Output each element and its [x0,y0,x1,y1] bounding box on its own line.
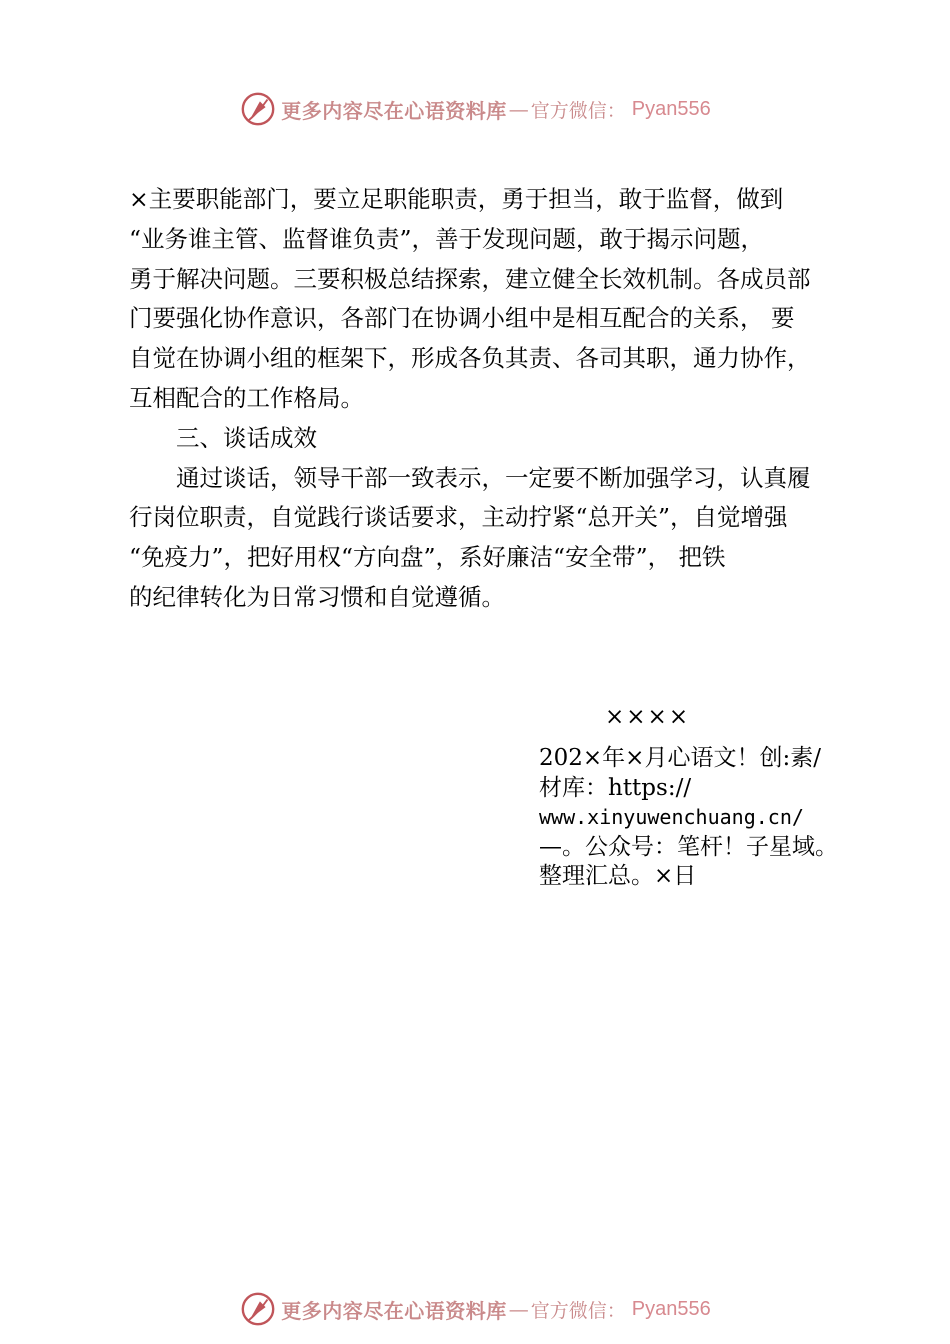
pen-nib-logo-icon [239,90,277,128]
banner-wechat-id: Pyan556 [631,97,711,120]
signature-date-line: 202×年×月心语文！创:素/ [539,745,821,771]
signature-date-line: —。公众号：笔杆！子星域。 [539,833,838,860]
signature-name: ×××× [605,704,691,730]
body-line: 勇于解决问题。三要积极总结探索，建立健全长效机制。各成员部 [129,264,811,293]
signature-url-line: www.xinyuwenchuang.cn/ [539,805,804,829]
signature-date-line: 材库：https:// [539,774,692,801]
section-heading: 三、谈话成效 [129,423,317,452]
body-line: “业务谁主管、监督谁负责”，善于发现问题，敢于揭示问题， [129,224,765,253]
banner-dash: — [508,1297,529,1321]
banner-dash: — [508,97,529,121]
banner-main-text: 更多内容尽在心语资料库 [281,98,507,123]
banner-wechat-id: Pyan556 [631,1297,711,1320]
banner-official-text: 官方微信： [530,1299,626,1322]
banner-main-text: 更多内容尽在心语资料库 [281,1298,507,1323]
document-body [129,180,859,618]
body-line: 行岗位职责，自觉践行谈话要求，主动拧紧“总开关”，自觉增强 [129,503,788,532]
body-line: ×主要职能部门，要立足职能职责，勇于担当，敢于监督，做到 [129,185,784,213]
signature-block [539,700,869,892]
body-line: “免疫力”，把好用权“方向盘”，系好廉洁“安全带”， 把铁 [129,543,726,572]
body-line: 的纪律转化为日常习惯和自觉遵循。 [129,582,505,611]
body-line: 门要强化协作意识，各部门在协调小组中是相互配合的关系， 要 [129,304,795,333]
banner-official-text: 官方微信： [530,99,626,122]
footer-banner [0,1286,950,1332]
body-line: 自觉在协调小组的框架下，形成各负其责、各司其职，通力协作， [129,344,811,373]
body-line: 互相配合的工作格局。 [129,383,364,412]
signature-date-line: 整理汇总。×日 [539,863,697,889]
pen-nib-logo-icon [239,1290,277,1328]
body-line: 通过谈话，领导干部一致表示，一定要不断加强学习，认真履 [129,463,811,492]
header-banner [0,86,950,132]
